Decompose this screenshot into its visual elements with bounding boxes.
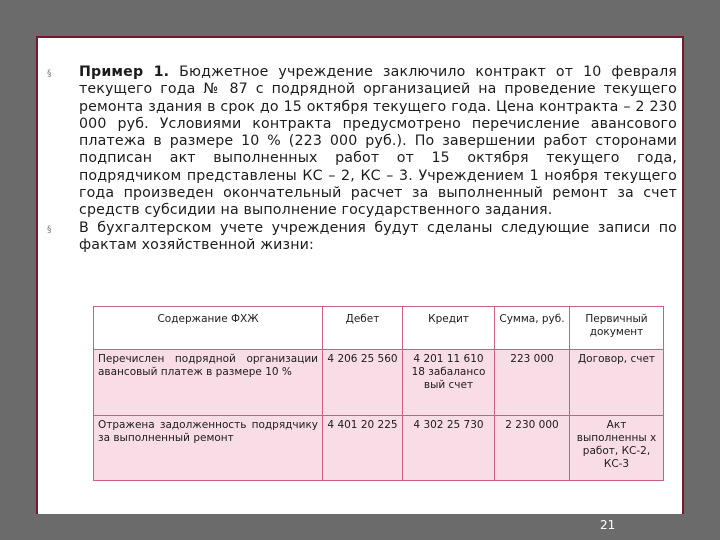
page-number: 21 <box>600 518 616 532</box>
table-row <box>94 350 664 416</box>
header-cell: Первичный документ <box>570 307 664 350</box>
table-cell: 4 206 25 560 <box>323 350 403 416</box>
table-cell: 223 000 <box>495 350 570 416</box>
bullet-text <box>79 220 677 255</box>
bullet-text <box>79 64 677 220</box>
bullet-body: Бюджетное учреждение заключило контракт от 10 февраля текущего года № 87 с подрядной организацией на проведение текущего ремонта здания в срок до 15 октября текущего года. Цена контракта – 2 230 000 руб. Условиями контракта предусмотрено перечисление авансового платежа в размере 10 % (223 000 руб.). По завершении работ сторонами подписан акт выполненных работ от 15 октября текущего года, подрядчиком представлены КС – 2, КС – 3. Учреждением 1 ноября текущего года произведен окончательный расчет за выполненный ремонт за счет средств субсидии на выполнение государственного задания. <box>79 64 677 219</box>
table-cell: Перечислен подрядной организации авансовый платеж в размере 10 % <box>94 350 323 416</box>
slide-footer-band <box>36 514 684 540</box>
header-cell: Содержание ФХЖ <box>94 307 323 350</box>
table-header-row <box>94 307 664 350</box>
transactions-table <box>93 306 663 481</box>
table-cell: 4 302 25 730 <box>403 416 495 481</box>
bullet-lead: Пример 1. <box>79 64 170 80</box>
bullet-icon: § <box>47 224 52 235</box>
table-cell: 4 401 20 225 <box>323 416 403 481</box>
table-cell: 2 230 000 <box>495 416 570 481</box>
table-cell: 4 201 11 610 18 забалансо вый счет <box>403 350 495 416</box>
table-cell: Отражена задолженность подрядчику за выполненный ремонт <box>94 416 323 481</box>
header-cell: Кредит <box>403 307 495 350</box>
bullet-icon: § <box>47 69 52 79</box>
table-cell: Договор, счет <box>570 350 664 416</box>
header-cell: Дебет <box>323 307 403 350</box>
list-item <box>47 220 677 255</box>
bullet-body: В бухгалтерском учете учреждения будут сделаны следующие записи по фактам хозяйственной жизни: <box>79 219 677 253</box>
list-item <box>47 64 677 220</box>
table-row <box>94 416 664 481</box>
header-cell: Сумма, руб. <box>495 307 570 350</box>
bullet-list <box>47 64 677 254</box>
table-cell: Акт выполненны х работ, КС-2, КС-3 <box>570 416 664 481</box>
